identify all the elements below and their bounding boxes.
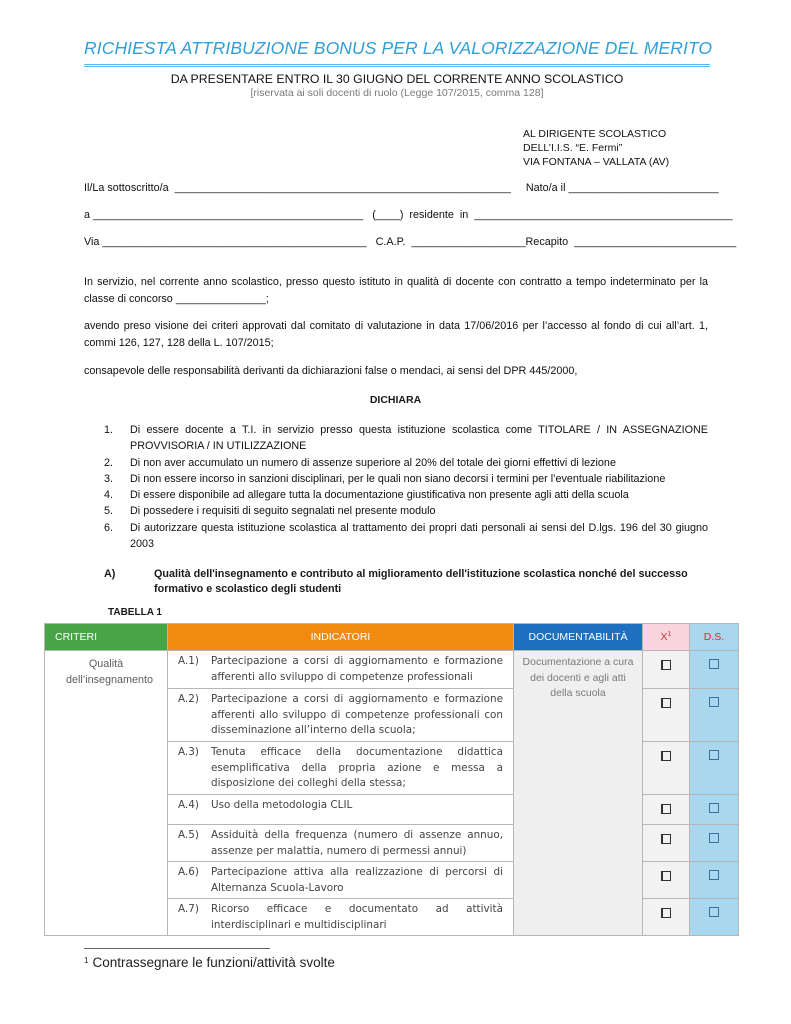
checkbox-ds-a6[interactable]	[709, 870, 719, 880]
criteria-table	[44, 623, 739, 936]
ds-check-cell	[690, 862, 739, 899]
eligibility-note: [riservata ai soli docenti di ruolo (Legge 107/2015, comma 128]	[250, 87, 544, 99]
checkbox-ds-a2[interactable]	[709, 697, 719, 707]
checkbox-x-a1[interactable]	[661, 660, 671, 670]
self-check-cell	[643, 651, 690, 689]
table-header-row	[45, 624, 739, 651]
recipient-address	[523, 127, 669, 169]
list-item: 5. Di possedere i requisiti di seguito segnalati nel presente modulo	[104, 505, 436, 518]
deadline-subtitle: DA PRESENTARE ENTRO IL 30 GIUGNO DEL CORRENTE ANNO SCOLASTICO	[170, 72, 624, 86]
checkbox-x-a6[interactable]	[661, 871, 671, 881]
list-item: 6. Di autorizzare questa istituzione scolastica al trattamento dei propri dati personali ai sensi del D.lgs. 196 del 30 giugno 2003	[104, 521, 708, 551]
criterion-cell: Qualità dell’insegnamento	[45, 651, 168, 936]
list-item: 4. Di essere disponibile ad allegare tutta la documentazione giustificativa non presente agli atti della scuola	[104, 489, 629, 502]
checkbox-x-a2[interactable]	[661, 698, 671, 708]
documentation-cell: Documentazione a cura dei docenti e agli atti della scuola	[514, 651, 643, 936]
indicator-cell: A.4) Uso della metodologia CLIL	[168, 795, 514, 825]
header-indicatori: INDICATORI	[168, 624, 514, 651]
checkbox-ds-a7[interactable]	[709, 907, 719, 917]
self-check-cell	[643, 795, 690, 825]
declaration-list	[104, 422, 708, 552]
recipient-line: AL DIRIGENTE SCOLASTICO	[523, 128, 667, 140]
indicator-cell: A.3) Tenuta efficace della documentazione didattica esemplificativa della propria azione e messa a disposizione dei colleghi della stessa;	[168, 742, 514, 795]
form-line-address[interactable]: Via ____________________________________________ C.A.P. ___________________Recapito ___________________________	[84, 236, 737, 248]
indicator-cell: A.5) Assiduità della frequenza (numero di assenze annuo, assenze per malattia, numero di permessi annui)	[168, 825, 514, 862]
table-row	[45, 651, 739, 689]
ds-check-cell	[690, 899, 739, 936]
footnote-separator	[84, 948, 270, 949]
checkbox-ds-a4[interactable]	[709, 803, 719, 813]
section-a-label: A)	[104, 568, 116, 580]
ds-check-cell	[690, 742, 739, 795]
self-check-cell	[643, 899, 690, 936]
self-check-cell	[643, 742, 690, 795]
indicator-cell: A.6) Partecipazione attiva alla realizzazione di percorsi di Alternanza Scuola-Lavoro	[168, 862, 514, 899]
ds-check-cell	[690, 795, 739, 825]
checkbox-x-a3[interactable]	[661, 751, 671, 761]
section-a-title: Qualità dell'insegnamento e contributo al miglioramento dell'istituzione scolastica nonché del successo formativo e scolastico degli studenti	[154, 568, 688, 595]
dichiara-heading: DICHIARA	[369, 394, 422, 406]
footnote-mark: 1	[84, 956, 89, 965]
title-underline	[84, 64, 710, 67]
header-x: $X^1$	[643, 624, 690, 651]
checkbox-x-a7[interactable]	[661, 908, 671, 918]
form-line-name-birth[interactable]: Il/La sottoscritto/a ________________________________________________________ Nato/a il _________________________	[84, 182, 719, 194]
ds-check-cell	[690, 689, 739, 742]
header-documentabilita: DOCUMENTABILITÀ	[514, 624, 643, 651]
indicator-cell: A.2) Partecipazione a corsi di aggiornamento e formazione afferenti allo sviluppo di competenze professionali con disseminazione all’interno della scuola;	[168, 689, 514, 742]
header-criteri: CRITERI	[45, 624, 168, 651]
checkbox-ds-a3[interactable]	[709, 750, 719, 760]
criteria-paragraph: avendo preso visione dei criteri approvati dal comitato di valutazione in data 17/06/2016 per l’accesso al fondo di cui all’art. 1, commi 126, 127, 128 della L. 107/2015;	[84, 320, 708, 349]
checkbox-x-a4[interactable]	[661, 804, 671, 814]
ds-check-cell	[690, 651, 739, 689]
ds-check-cell	[690, 825, 739, 862]
checkbox-ds-a1[interactable]	[709, 659, 719, 669]
footnote-text: Contrassegnare le funzioni/attività svolte	[92, 955, 335, 970]
header-ds: D.S.	[690, 624, 739, 651]
service-paragraph: In servizio, nel corrente anno scolastico, presso questo istituto in qualità di docente con contratto a tempo indeterminato per la classe di concorso _______________;	[84, 276, 708, 305]
list-item: 3. Di non essere incorso in sanzioni disciplinari, per le quali non siano decorsi i termini per l’eventuale riabilitazione	[104, 472, 666, 485]
checkbox-ds-a5[interactable]	[709, 833, 719, 843]
responsibility-paragraph: consapevole delle responsabilità derivanti da dichiarazioni false o mendaci, ai sensi del DPR 445/2000,	[84, 365, 578, 377]
footnote	[84, 955, 335, 970]
table-caption: TABELLA 1	[108, 607, 162, 618]
recipient-line: DELL’I.I.S. “E. Fermi”	[523, 142, 623, 154]
recipient-line: VIA FONTANA – VALLATA (AV)	[523, 156, 670, 168]
self-check-cell	[643, 689, 690, 742]
indicator-cell: A.1) Partecipazione a corsi di aggiornamento e formazione afferenti allo sviluppo di competenze professionali	[168, 651, 514, 689]
self-check-cell	[643, 825, 690, 862]
page-title: RICHIESTA ATTRIBUZIONE BONUS PER LA VALORIZZAZIONE DEL MERITO	[84, 38, 713, 58]
checkbox-x-a5[interactable]	[661, 834, 671, 844]
self-check-cell	[643, 862, 690, 899]
indicator-cell: A.7) Ricorso efficace e documentato ad attività interdisciplinari e multidisciplinari	[168, 899, 514, 936]
list-item: 1. Di essere docente a T.I. in servizio presso questa istituzione scolastica come TITOLARE / IN ASSEGNAZIONE PROVVISORIA / IN UTILIZZAZIONE	[104, 424, 708, 453]
list-item: 2. Di non aver accumulato un numero di assenze superiore al 20% del totale dei giorni effettivi di lezione	[104, 456, 616, 469]
section-a-heading	[104, 567, 724, 596]
form-line-residence[interactable]: a _____________________________________________ (____) residente in ___________________________________________	[84, 209, 733, 221]
